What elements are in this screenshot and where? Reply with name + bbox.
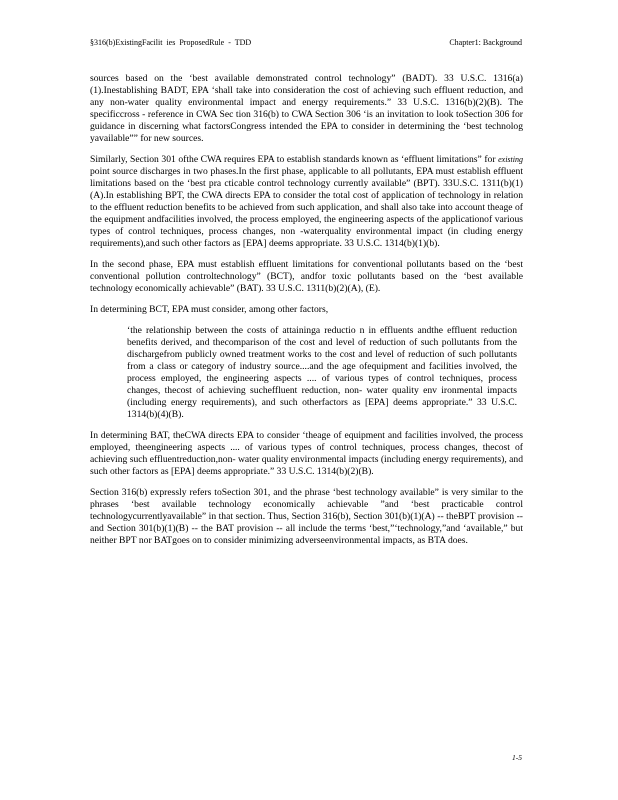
paragraph-badt: sources based on the ‘best available demonstrated control technology” (BADT). 33 U.S.C. 1316(a)(1).Inestablishing BADT, EPA ‘shall take into consideration the cost of achieving such effluent reduction, and any non-water quality environmental impact and energy requirements.” 33 U.S.C. 1316(b)(2)(B). The specificcross - reference in CWA Sec tion 316(b) to CWA Section 306 ‘is an invitation to look toSection 306 for guidance in discerning what factorsCongress intended the EPA to consider in determining the ‘best technolog yavailable”” for new sources. — [90, 73, 523, 144]
paragraph-section-316b: Section 316(b) expressly refers toSection 301, and the phrase ‘best technology available” is very similar to the phrases ‘best available technology economically achievable ”and ‘best practicable control technologycurrentlyavailable” in that section. Thus, Section 316(b), Section 301(b)(1)(A) -- theBPT provision -- and Section 301(b)(1)(B) -- the BAT provision -- all include the terms ‘best,”‘technology,”and ‘available,” but neither BPT nor BATgoes on to consider minimizing adverseenvironmental impacts, as BTA does. — [90, 487, 523, 546]
block-quote-bct: ‘the relationship between the costs of attaininga reductio n in effluents andthe effluent reduction benefits derived, and thecomparison of the cost and level of reduction of such pollutants from the dischargefrom publicly owned treatment works to the cost and level of reduction of such pollutants from a class or category of industry source....and the age ofequipment and facilities involved, the process employed, the engineering aspects .... of various types of control techniques, process changes, thecost of achieving sucheffluent reduction, non- water quality env ironmental impacts (including energy requirements), and such otherfactors as [EPA] deems appropriate.” 33 U.S.C. 1314(b)(4)(B). — [127, 325, 517, 420]
paragraph-bat-factors: In determining BAT, theCWA directs EPA to consider ‘theage of equipment and facilities involved, the process employed, theengineering aspects .... of various types of control techniques, process changes, thecost of achieving such effluentreduction,non- water quality environmental impacts (including energy requirements), and such other factors as [EPA] deems appropriate.” 33 U.S.C. 1314(b)(2)(B). — [90, 430, 523, 477]
paragraph-bpt-text-end: point source discharges in two phases.In the first phase, applicable to all pollutants, EPA must establish effluent limitations based on the ‘best pra cticable control technology currently available” (BPT). 33U.S.C. 1311(b)(1)(A).In establishing BPT, the CWA directs EPA to consider the total cost of application of technology in relation to the effluent reduction benefits to be achieved from such application, and shall also take into account theage of the equipment andfacilities involved, the process employed, the engineering aspects of the applicationof various types of control techniques, process changes, non -waterquality environmental impact (in cluding energy requirements),and such other factors as [EPA] deems appropriate. 33 U.S.C. 1314(b)(1)(b). — [90, 166, 523, 249]
running-header — [90, 38, 522, 52]
header-document-title: §316(b)ExistingFacilit ies ProposedRule - TDD — [90, 38, 252, 47]
emphasis-existing: existing — [498, 155, 523, 164]
paragraph-bct-bat: In the second phase, EPA must establish effluent limitations for conventional pollutants based on the ‘best conventional pollution controltechnology” (BCT), andfor toxic pollutants based on the ‘best available technology economically achievable” (BAT). 33 U.S.C. 1311(b)(2)(A), (E). — [90, 259, 523, 294]
header-chapter-title: Chapter1: Background — [449, 38, 522, 47]
paragraph-bct-intro: In determining BCT, EPA must consider, among other factors, — [90, 304, 329, 315]
paragraph-bpt-text-start: Similarly, Section 301 ofthe CWA requires EPA to establish standards known as ‘effluent limitations” for — [90, 154, 499, 165]
paragraph-bpt — [90, 154, 523, 250]
page-number: 1-5 — [512, 753, 522, 762]
body-text — [90, 73, 523, 556]
